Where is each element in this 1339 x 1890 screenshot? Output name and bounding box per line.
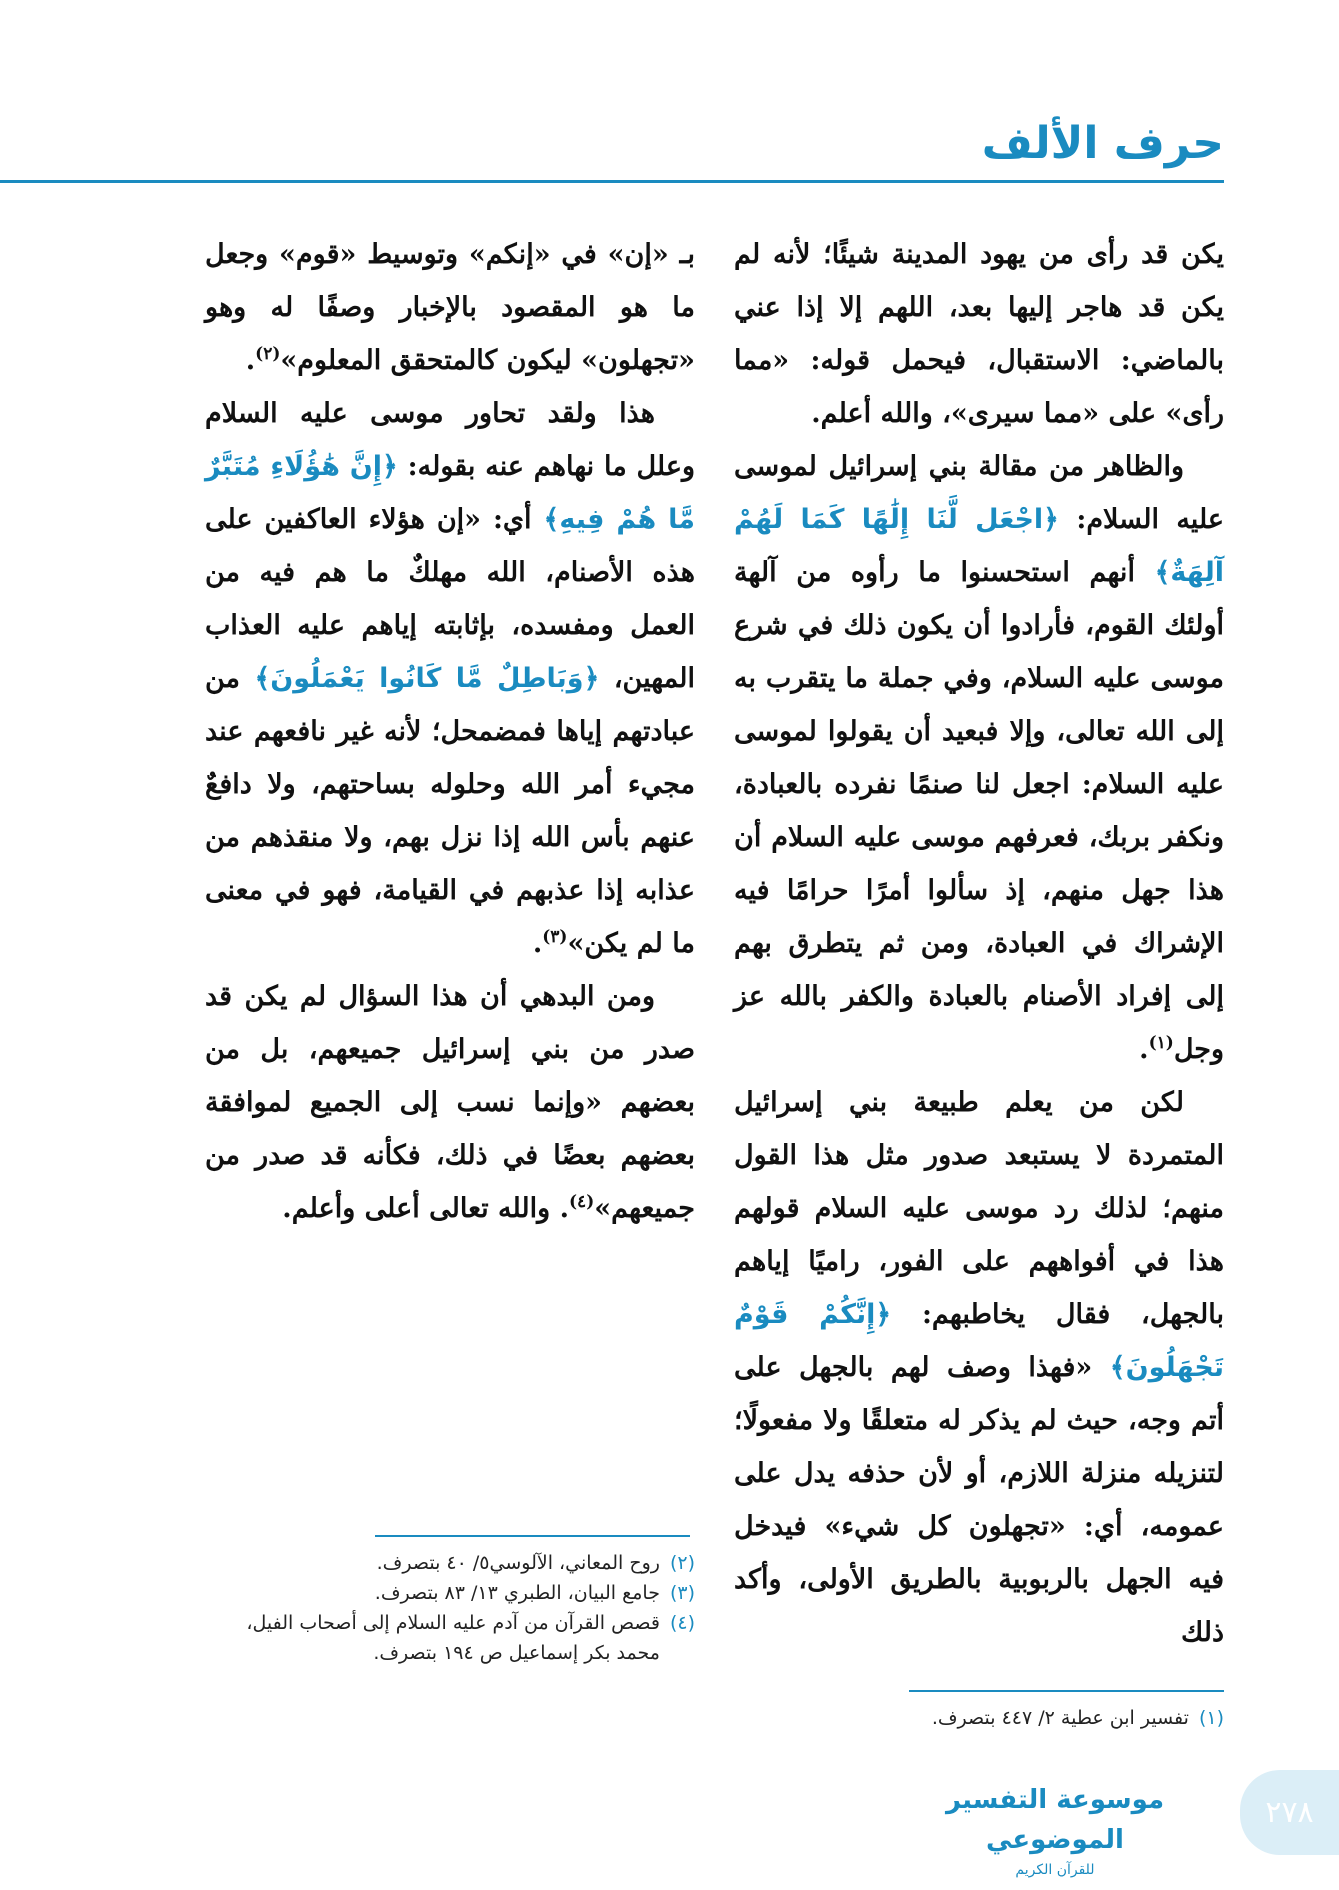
paragraph-text: يكن قد رأى من يهود المدينة شيئًا؛ لأنه لم يكن قد هاجر إليها بعد، اللهم إلا إذا عني بالماضي: الاستقبال، فيحمل قوله: «مما رأى» على «مما سيرى»، والله أعلم.	[734, 239, 1224, 429]
footnotes-right	[734, 1703, 1224, 1733]
footnote-item	[205, 1608, 695, 1668]
footnote-rule	[375, 1535, 690, 1537]
footnote-ref[interactable]: (١)	[1148, 1033, 1174, 1053]
quran-verse: ﴿إِنَّكُمْ قَوْمٌ تَجْهَلُونَ﴾	[734, 1299, 1224, 1383]
paragraph-text: بـ «إن» في «إنكم» وتوسيط «قوم» وجعل ما هو المقصود بالإخبار وصفًا له وهو «تجهلون» ليكون كالمتحقق المعلوم»	[205, 239, 695, 376]
paragraph-text: أي: «إن هؤلاء العاكفين على هذه الأصنام، الله مهلكٌ ما هم فيه من العمل ومفسده، بإثابته إياهم عليه العذاب المهين،	[205, 504, 696, 694]
paragraph: والظاهر من مقالة بني إسرائيل لموسى عليه السلام: ﴿اجْعَل لَّنَا إِلَٰهًا كَمَا لَهُمْ آلِهَةٌ﴾ أنهم استحسنوا ما رأوه من آلهة أولئك القوم، فأرادوا أن يكون ذلك في شرع موسى عليه السلام، وفي جملة ما يتقرب به إلى الله تعالى، وإلا فبعيد أن يقولوا لموسى عليه السلام: اجعل لنا صنمًا نفرده بالعبادة، ونكفر بربك، فعرفهم موسى عليه السلام أن هذا جهل منهم، إذ سألوا أمرًا حرامًا فيه الإشراك في العبادة، ومن ثم يتطرق بهم إلى إفراد الأصنام بالعبادة والكفر بالله عز وجل$^{(١)}$.	[734, 451, 1225, 1065]
page-number-tab	[1240, 1770, 1339, 1855]
footnote-text: جامع البيان، الطبري ١٣/ ٨٣ بتصرف.	[374, 1582, 660, 1604]
paragraph	[734, 1076, 1224, 1659]
paragraph-text: والظاهر من مقالة بني إسرائيل لموسى عليه السلام:	[734, 451, 1225, 535]
paragraph-text: ومن البدهي أن هذا السؤال لم يكن قد صدر من بني إسرائيل جميعهم، بل من بعضهم «وإنما نسب إلى الجميع لموافقة بعضهم بعضًا في ذلك، فكأنه قد صدر من جميعهم»	[205, 981, 695, 1224]
text-column-right	[734, 228, 1224, 1659]
paragraph: هذا ولقد تحاور موسى عليه السلام وعلل ما نهاهم عنه بقوله: ﴿إِنَّ هَٰؤُلَاءِ مُتَبَّرٌ مَّا هُمْ فِيهِ﴾ أي: «إن هؤلاء العاكفين على هذه الأصنام، الله مهلكٌ ما هم فيه من العمل ومفسده، بإثابته إياهم عليه العذاب المهين، ﴿وَبَاطِلٌ مَّا كَانُوا يَعْمَلُونَ﴾ من عبادتهم إياها فمضمحل؛ لأنه غير نافعهم عند مجيء أمر الله وحلوله بساحتهم، ولا دافعٌ عنهم بأس الله إذا نزل بهم، ولا منقذهم من عذابه إذا عذبهم في القيامة، فهو في معنى ما لم يكن»$^{(٣)}$.	[205, 398, 696, 959]
footnote-text: تفسير ابن عطية ٢/ ٤٤٧ بتصرف.	[931, 1707, 1189, 1729]
quran-verse: ﴿إِنَّ هَٰؤُلَاءِ مُتَبَّرٌ مَّا هُمْ فِيهِ﴾	[205, 451, 696, 535]
footnote-ref[interactable]: (٣)	[542, 927, 568, 947]
logo-subtitle: للقرآن الكريم	[1015, 1862, 1095, 1878]
paragraph-text: لكن من يعلم طبيعة بني إسرائيل المتمردة لا يستبعد صدور مثل هذا القول منهم؛ لذلك رد موسى عليه السلام قولهم هذا في أفواههم على الفور، راميًا إياهم بالجهل، فقال يخاطبهم:	[734, 1087, 1225, 1330]
header-rule	[0, 180, 1224, 183]
footnote-number: (٣)	[669, 1582, 695, 1604]
footnote-item	[205, 1548, 695, 1578]
text-column-left	[205, 228, 695, 1235]
paragraph	[734, 228, 1224, 440]
footnote-number: (١)	[1198, 1707, 1224, 1729]
paragraph-text: «فهذا وصف لهم بالجهل على أتم وجه، حيث لم يذكر له متعلقًا ولا مفعولًا؛ لتنزيله منزلة اللازم، أو لأن حذفه يدل على عمومه، أي: «تجهلون كل شيء» فيدخل فيه الجهل بالربوبية بالطريق الأولى، وأكد ذلك	[734, 1352, 1224, 1648]
section-title: حرف الألف	[981, 118, 1224, 169]
footnote-number: (٤)	[669, 1612, 695, 1634]
footnote-item	[205, 1578, 695, 1608]
paragraph-text: هذا ولقد تحاور موسى عليه السلام وعلل ما نهاهم عنه بقوله:	[205, 398, 695, 482]
quran-verse: ﴿وَبَاطِلٌ مَّا كَانُوا يَعْمَلُونَ﴾	[254, 663, 600, 694]
paragraph-text: أنهم استحسنوا ما رأوه من آلهة أولئك القوم، فأرادوا أن يكون ذلك في شرع موسى عليه السلام، وفي جملة ما يتقرب به إلى الله تعالى، وإلا فبعيد أن يقولوا لموسى عليه السلام: اجعل لنا صنمًا نفرده بالعبادة، ونكفر بربك، فعرفهم موسى عليه السلام أن هذا جهل منهم، إذ سألوا أمرًا حرامًا فيه الإشراك في العبادة، ومن ثم يتطرق بهم إلى إفراد الأصنام بالعبادة والكفر بالله عز وجل	[734, 557, 1224, 1065]
logo-title: موسوعة التفسير الموضوعي	[945, 1785, 1165, 1855]
footnote-ref[interactable]: (٤)	[569, 1192, 595, 1212]
paragraph-text: من عبادتهم إياها فمضمحل؛ لأنه غير نافعهم عند مجيء أمر الله وحلوله بساحتهم، ولا دافعٌ عنهم بأس الله إذا نزل بهم، ولا منقذهم من عذابه إذا عذبهم في القيامة، فهو في معنى ما لم يكن»	[205, 663, 695, 959]
quran-verse: ﴿اجْعَل لَّنَا إِلَٰهًا كَمَا لَهُمْ آلِهَةٌ﴾	[734, 504, 1224, 588]
paragraph	[205, 970, 695, 1235]
footnote-rule	[909, 1690, 1224, 1692]
footnote-ref[interactable]: (٢)	[255, 344, 281, 364]
paragraph: بـ «إن» في «إنكم» وتوسيط «قوم» وجعل ما هو المقصود بالإخبار وصفًا له وهو «تجهلون» ليكون كالمتحقق المعلوم»$^{(٢)}$.	[205, 239, 695, 376]
encyclopedia-logo	[935, 1780, 1175, 1878]
footnote-number: (٢)	[669, 1552, 695, 1574]
footnotes-left	[205, 1548, 695, 1668]
page-number: ٢٧٨	[1265, 1795, 1314, 1830]
footnote-item	[734, 1703, 1224, 1733]
footnote-text: روح المعاني، الآلوسي٥/ ٤٠ بتصرف.	[376, 1552, 660, 1574]
footnote-text: قصص القرآن من آدم عليه السلام إلى أصحاب الفيل، محمد بكر إسماعيل ص ١٩٤ بتصرف.	[246, 1612, 660, 1664]
paragraph-text: . والله تعالى أعلى وأعلم.	[282, 1193, 569, 1224]
page-header	[0, 0, 1339, 190]
